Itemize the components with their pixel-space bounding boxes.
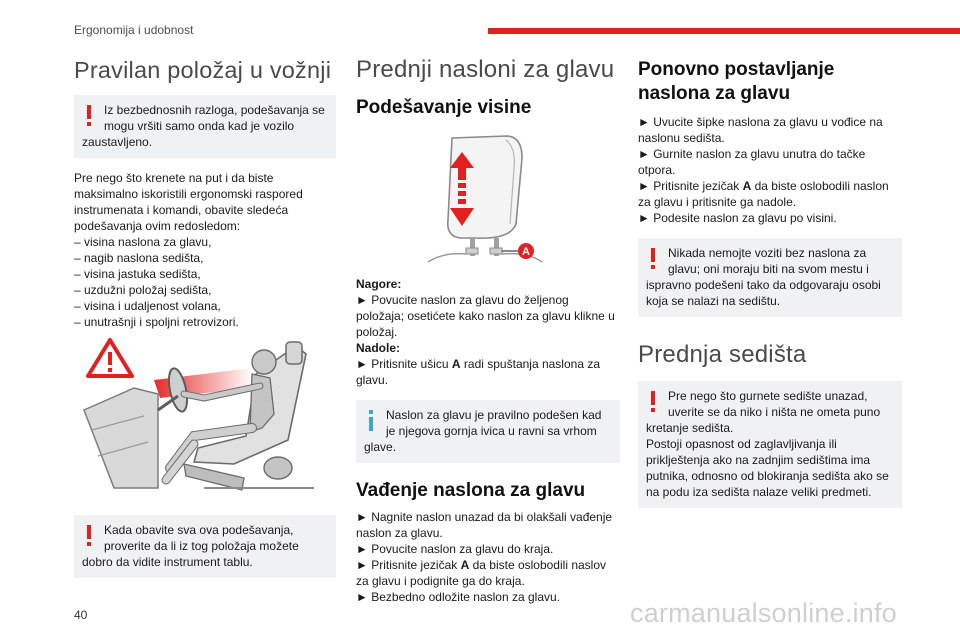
section-title: Prednji nasloni za glavu (356, 56, 615, 83)
warning-text-cont: dobro da vidite instrument tablu. (82, 555, 253, 569)
warning-note (74, 95, 336, 158)
warning-triangle-icon (88, 340, 132, 376)
refit-steps (638, 114, 902, 226)
info-icon (366, 410, 376, 432)
adjustment-list (74, 234, 336, 330)
info-note (356, 400, 620, 463)
list-item: ► Uvucite šipke naslona za glavu u vođice na naslonu sedišta. (638, 115, 883, 145)
section-title: Ponovno postavljanje naslona za glavu (638, 59, 835, 104)
section-title: Pravilan položaj u vožnji (74, 57, 332, 83)
column-driving-position (74, 56, 336, 578)
warning-note (74, 515, 336, 578)
warning-text: Nikada nemojte voziti bez naslona za glavu; oni moraju biti na svom mestu i (668, 246, 869, 276)
section-title: Prednja sedišta (638, 341, 807, 368)
warning-note (638, 238, 902, 317)
list-item: ► Povucite naslon za glavu do kraja. (356, 542, 554, 556)
header-accent-bar (488, 28, 960, 34)
warning-text-cont: kretanje sedišta. (646, 421, 734, 435)
subsection-title: Podešavanje visine (356, 97, 532, 118)
list-item: ► Bezbedno odložite naslon za glavu. (356, 590, 561, 604)
intro-paragraph: Pre nego što krenete na put i da biste maksimalno iskoristili ergonomski raspored instrumenata i komandi, obavite sledeća podešavanja ovim redosledom: (74, 171, 303, 233)
warning-text: Pre nego što gurnete sedište unazad, uverite se da niko i ništa ne ometa puno (668, 389, 881, 419)
driver-seat-illustration (74, 338, 336, 503)
column-refit-headrest (638, 56, 902, 508)
list-item: – visina naslona za glavu, (74, 235, 212, 249)
label-a: A (522, 246, 530, 258)
list-item: – unutrašnji i spoljni retrovizori. (74, 315, 239, 329)
list-item: – uzdužni položaj sedišta, (74, 283, 212, 297)
down-instruction: Nadole: ► Pritisnite ušicu A radi spuštanja naslona za glavu. (356, 341, 601, 387)
info-text-cont: glave. (364, 440, 397, 454)
list-item: – visina i udaljenost volana, (74, 299, 221, 313)
warning-note (638, 381, 902, 508)
column-front-headrests (356, 56, 620, 605)
warning-text-extra: Postoji opasnost od zaglavljivanja ili priklještenja ako na zadnjim sedištima ima putnika, odnosno od blokiranja sedišta ako se na podu iza sedišta nalaze veliki predmeti. (646, 437, 889, 499)
page-number: 40 (74, 608, 88, 622)
subsection-title: Vađenje naslona za glavu (356, 480, 586, 501)
list-item: – visina jastuka sedišta, (74, 267, 201, 281)
key-a: A (451, 357, 461, 371)
list-item: – nagib naslona sedišta, (74, 251, 204, 265)
up-label: Nagore: (356, 277, 402, 291)
list-item: ► Gurnite naslon za glavu unutra do tačke otpora. (638, 147, 866, 177)
warning-icon (84, 105, 94, 127)
warning-icon (84, 525, 94, 547)
list-item: ► Pritisnite jezičak A da biste oslobodili naslov za glavu i podignite ga do kraja. (356, 558, 607, 588)
list-item: ► Nagnite naslon unazad da bi olakšali vađenje naslon za glavu. (356, 510, 613, 540)
info-text: Naslon za glavu je pravilno podešen kad je njegova gornja ivica u ravni sa vrhom (386, 408, 602, 438)
down-label: Nadole: (356, 341, 401, 355)
warning-text: Kada obavite sva ova podešavanja, proverite da li iz tog položaja možete (104, 523, 299, 553)
headrest-height-illustration (356, 128, 620, 266)
warning-icon (648, 248, 658, 270)
warning-text-cont: ispravno podešeni tako da odgovaraju osobi koja se nalazi na sedištu. (646, 278, 881, 308)
list-item: ► Pritisnite jezičak A da biste oslobodili naslon za glavu i pritisnite ga nadole. (638, 179, 889, 209)
warning-text: Iz bezbednosnih razloga, podešavanja se mogu vršiti samo onda kad je vozilo (104, 103, 325, 133)
up-text: ► Povucite naslon za glavu do željenog položaja; osetićete kako naslon za glavu klikne u položaj. (356, 293, 615, 339)
watermark: carmanualsonline.info (630, 598, 897, 628)
removal-steps (356, 509, 620, 605)
warning-text-cont: zaustavljeno. (82, 135, 153, 149)
up-instruction (356, 276, 620, 340)
running-header: Ergonomija i udobnost (74, 23, 194, 37)
list-item: ► Podesite naslon za glavu po visini. (638, 211, 837, 225)
warning-icon (648, 391, 658, 413)
